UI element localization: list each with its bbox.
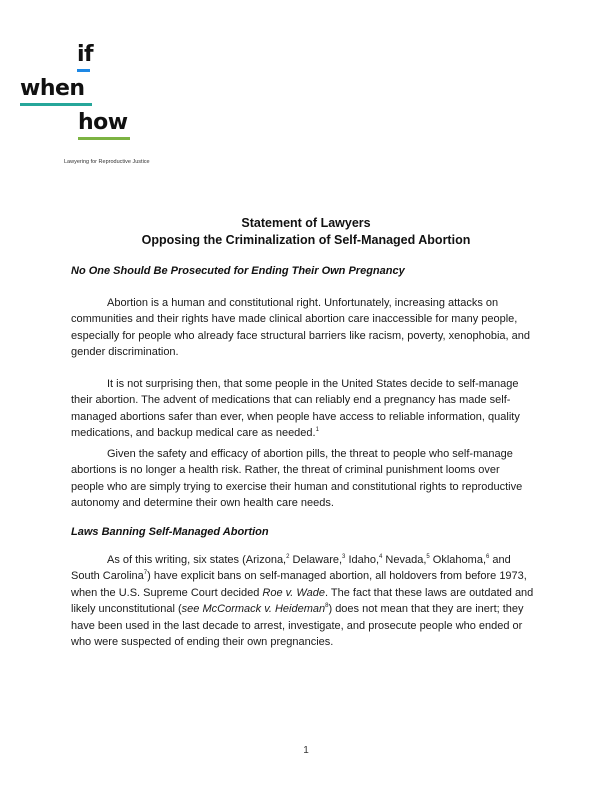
text-run: As of this writing, six states (Arizona, — [107, 554, 287, 566]
text-run: . The fact that these laws are outdated and — [324, 586, 534, 599]
paragraph-line: their abortion. The advent of medications that can reliably end a pregnancy has made self- — [71, 394, 511, 407]
paragraph-line: abortions is no longer a health risk. Rather, the threat of criminal punishment looms over — [71, 464, 500, 477]
paragraph-abortion-right — [71, 295, 546, 361]
paragraph-line: who were suspected of ending their own pregnancies. — [71, 636, 334, 649]
footnote-ref-5[interactable]: 5 — [426, 554, 430, 560]
logo-bar-teal — [20, 103, 92, 106]
logo-word-if: if — [77, 42, 94, 67]
text-run: ) have explicit bans on self-managed abortion, all holdovers from before 1973, — [147, 570, 527, 583]
paragraph-line: managed abortions safer than ever, when people have access to reliable information, quality — [71, 410, 520, 423]
logo-bar-blue — [77, 69, 90, 72]
if-when-how-logo — [20, 42, 220, 167]
logo-word-when: when — [20, 76, 85, 101]
footnote-ref-3[interactable]: 3 — [342, 554, 346, 560]
logo-bar-green — [78, 137, 130, 140]
section-heading-prosecution: No One Should Be Prosecuted for Ending Their Own Pregnancy — [71, 265, 405, 277]
text-run: when the U.S. Supreme Court decided — [71, 586, 263, 599]
paragraph-line — [71, 425, 546, 441]
paragraph-line: have been used in the last decade to arrest, investigate, and prosecute people who ended or — [71, 619, 523, 632]
text-run: Nevada, — [382, 554, 427, 566]
text-run: ) does not mean that they are inert; they — [328, 603, 524, 616]
paragraph-line: gender discrimination. — [71, 346, 179, 359]
paragraph-criminal-threat — [71, 446, 546, 512]
text-run: likely unconstitutional ( — [71, 603, 182, 616]
paragraph-line: autonomy and determine their own health care needs. — [71, 497, 334, 510]
section-heading-laws: Laws Banning Self-Managed Abortion — [71, 526, 269, 538]
text-run: Delaware, — [289, 554, 343, 566]
case-name-roe: Roe v. Wade — [262, 586, 325, 599]
footnote-ref-7[interactable]: 7 — [143, 570, 148, 577]
paragraph-line: especially for people who already face structural barriers like racism, poverty, xenophobia, and — [71, 329, 530, 342]
paragraph-state-bans — [71, 552, 546, 650]
paragraph-line: It is not surprising then, that some people in the United States decide to self-manage — [107, 378, 519, 390]
document-title-line-2: Opposing the Criminalization of Self-Managed Abortion — [141, 233, 471, 247]
footnote-ref-1[interactable]: 1 — [315, 427, 319, 434]
paragraph-line — [71, 552, 546, 568]
case-citation-mccormack: see McCormack v. Heideman — [181, 603, 326, 616]
logo-word-how: how — [78, 110, 128, 135]
footnote-ref-6[interactable]: 6 — [486, 554, 490, 560]
text-run: Oklahoma, — [429, 554, 486, 566]
text-run: Idaho, — [345, 554, 380, 566]
text-run: South Carolina — [71, 570, 144, 583]
logo-tagline: Lawyering for Reproductive Justice — [64, 159, 150, 165]
paragraph-self-manage — [71, 376, 546, 442]
page-number: 1 — [303, 745, 309, 756]
paragraph-line: people who are simply trying to exercise their human and constitutional rights to reproductive — [71, 480, 523, 493]
paragraph-line — [71, 601, 546, 617]
paragraph-text: medications, and backup medical care as needed. — [71, 427, 316, 440]
document-title-line-1: Statement of Lawyers — [241, 216, 371, 230]
text-run: and — [489, 554, 511, 566]
paragraph-line — [71, 568, 546, 584]
footnote-ref-2[interactable]: 2 — [286, 554, 290, 560]
paragraph-line: Given the safety and efficacy of abortion pills, the threat to people who self-manage — [107, 448, 513, 460]
paragraph-line: Abortion is a human and constitutional right. Unfortunately, increasing attacks on — [107, 297, 499, 309]
paragraph-line: communities and their rights have made clinical abortion care inaccessible for many people, — [71, 313, 518, 326]
footnote-ref-8[interactable]: 8 — [325, 603, 329, 610]
paragraph-line — [71, 585, 546, 601]
footnote-ref-4[interactable]: 4 — [379, 554, 383, 560]
